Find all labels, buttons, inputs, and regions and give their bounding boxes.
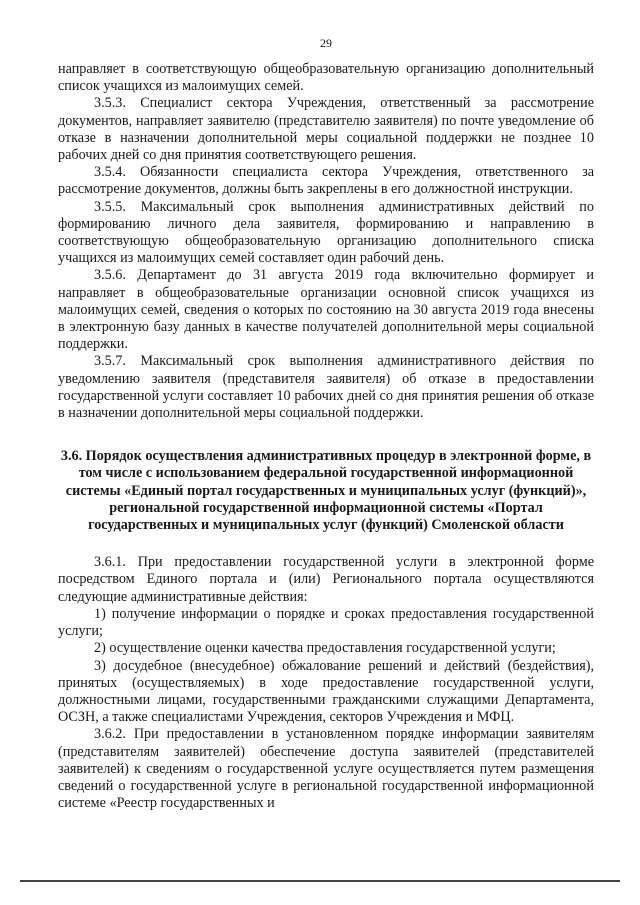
- paragraphs-before: [58, 61, 594, 422]
- paragraph: 3.5.4. Обязанности специалиста сектора Учреждения, ответственного за рассмотрение документов, должны быть закреплены в его должностной инструкции.: [58, 164, 594, 198]
- paragraph: 3.6.2. При предоставлении в установленном порядке информации заявителям (представителям заявителей) обеспечение доступа заявителей (представителей заявителей) к сведениям о государственной услуге осуществляется путем размещения сведений о государственной услуге в региональной государственной информационной системе «Реестр государственных и: [58, 726, 594, 812]
- page-number: 29: [320, 36, 332, 50]
- paragraph: направляет в соответствующую общеобразовательную организацию дополнительный список учащихся из малоимущих семей.: [58, 61, 594, 95]
- paragraph: 3.6.1. При предоставлении государственной услуги в электронной форме посредством Единого портала и (или) Регионального портала осуществляются следующие административные действия:: [58, 554, 594, 605]
- paragraph: 2) осуществление оценки качества предоставления государственной услуги;: [94, 640, 556, 657]
- paragraph: 3.5.6. Департамент до 31 августа 2019 года включительно формирует и направляет в общеобразовательные организации основной список учащихся из малоимущих семей, сведения о которых по состоянию на 30 августа 2019 года внесены в электронную базу данных в качестве получателей дополнительной меры социальной поддержки.: [58, 267, 594, 353]
- paragraphs-after: [58, 554, 594, 812]
- paragraph: 3.5.5. Максимальный срок выполнения административных действий по формированию личного дела заявителя, формированию и направлению в соответствующую общеобразовательную организацию дополнительного списка учащихся из малоимущих семей составляет один рабочий день.: [58, 198, 594, 267]
- scan-bottom-edge: [20, 880, 620, 882]
- paragraph: 3) досудебное (внесудебное) обжалование решений и действий (бездействия), принятых (осуществляемых) в ходе предоставление государственной услуги, должностными лицами, государственными гражданскими служащими Департамента, ОСЗН, а также специалистами Учреждения, секторов Учреждения и МФЦ.: [58, 657, 594, 726]
- paragraph: 3.5.7. Максимальный срок выполнения административного действия по уведомлению заявителя (представителя заявителя) об отказе в предоставлении государственной услуги составляет 10 рабочих дней со дня принятия решения об отказе в назначении дополнительной меры социальной поддержки.: [58, 353, 594, 422]
- section-heading: 3.6. Порядок осуществления административных процедур в электронной форме, в том числе с использованием федеральной государственной информационной системы «Единый портал государственных и муниципальных услуг (функций)», региональной государственной информационной системы «Портал государственных и муниципальных услуг (функций) Смоленской области: [60, 448, 592, 534]
- paragraph: 3.5.3. Специалист сектора Учреждения, ответственный за рассмотрение документов, направляет заявителю (представителю заявителя) по почте уведомление об отказе в назначении дополнительной меры социальной поддержки не позднее 10 рабочих дней со дня принятия соответствующего решения.: [58, 95, 594, 164]
- paragraph: 1) получение информации о порядке и сроках предоставления государственной услуги;: [58, 605, 594, 640]
- document-page: [58, 36, 594, 812]
